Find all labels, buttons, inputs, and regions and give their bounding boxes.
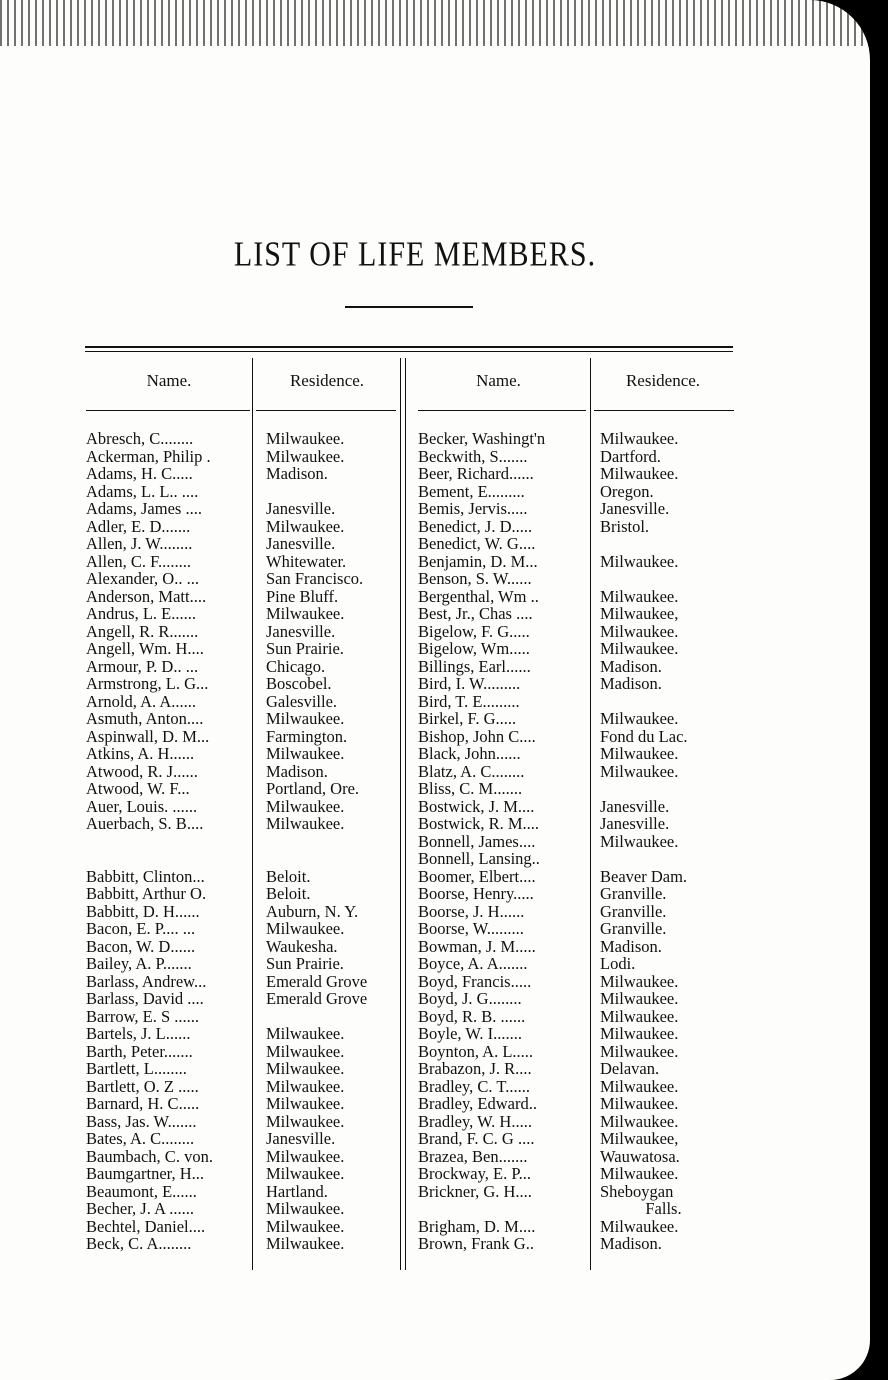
member-name: Angell, R. R....... — [86, 621, 199, 641]
member-residence: Portland, Ore. — [266, 779, 360, 798]
member-name: Bemis, Jervis..... — [418, 499, 528, 518]
member-residence: Milwaukee. — [600, 761, 679, 781]
member-residence: Farmington. — [266, 726, 348, 746]
member-name: Benjamin, D. M... — [418, 551, 538, 571]
member-name: Brockway, E. P... — [418, 1164, 532, 1183]
member-name: Bates, A. C........ — [86, 1129, 195, 1148]
member-name: Bartlett, L........ — [86, 1059, 187, 1078]
member-residence: Auburn, N. Y. — [266, 901, 359, 921]
member-name: Beck, C. A........ — [86, 1234, 192, 1253]
column-divider — [590, 358, 591, 1270]
member-residence: Janesville. — [600, 499, 670, 518]
member-residence: Milwaukee. — [600, 621, 679, 641]
member-name: Armstrong, L. G... — [86, 674, 209, 693]
member-residence — [266, 1008, 367, 1026]
member-residence: Delavan. — [600, 1059, 660, 1078]
member-name: Bostwick, J. M.... — [418, 796, 535, 816]
member-residence: Milwaukee. — [600, 971, 679, 991]
member-name: Boorse, J. H...... — [418, 901, 525, 921]
member-residence: Milwaukee. — [600, 1024, 679, 1043]
member-name: Bailey, A. P....... — [86, 954, 192, 973]
page-title: LIST OF LIFE MEMBERS. — [233, 235, 597, 274]
member-name: Benedict, W. G.... — [418, 534, 536, 553]
header-residence-right: Residence. — [625, 371, 701, 390]
member-name: Black, John...... — [418, 744, 521, 763]
member-name: Barth, Peter....... — [86, 1041, 193, 1061]
title-rule — [345, 306, 473, 308]
member-residence: Whitewater. — [266, 551, 347, 571]
member-residence: Milwaukee. — [600, 1041, 679, 1061]
member-name: Ackerman, Philip . — [86, 446, 211, 466]
member-name: Adams, L. L.. .... — [86, 481, 199, 501]
member-name: Boyce, A. A....... — [418, 954, 528, 973]
member-residence: Milwaukee. — [266, 1076, 345, 1096]
member-name: Bartlett, O. Z ..... — [86, 1076, 199, 1096]
member-residence: Milwaukee. — [266, 814, 345, 833]
member-residence: Milwaukee, — [600, 1129, 679, 1148]
member-residence: Milwaukee. — [266, 1164, 345, 1183]
member-residence: Milwaukee. — [600, 1216, 679, 1236]
member-name: Babbitt, Arthur O. — [86, 884, 207, 903]
member-name: Bacon, W. D...... — [86, 936, 196, 956]
member-name: Boyd, J. G........ — [418, 989, 522, 1008]
member-name: Bostwick, R. M.... — [418, 814, 540, 833]
member-name: Bechtel, Daniel.... — [86, 1216, 206, 1236]
member-residence: Milwaukee. — [266, 1146, 345, 1166]
member-name: Boyd, Francis..... — [418, 971, 532, 991]
member-name: Adams, H. C..... — [86, 464, 193, 483]
member-residence: Milwaukee. — [266, 1024, 345, 1043]
member-name: Babbitt, Clinton... — [86, 866, 205, 886]
member-residence: Milwaukee. — [266, 796, 345, 816]
member-residence: Milwaukee. — [600, 429, 679, 448]
member-residence: Madison. — [600, 936, 662, 956]
member-name: Beaumont, E...... — [86, 1181, 197, 1201]
member-residence: Milwaukee. — [600, 464, 679, 483]
member-name: Bartels, J. L...... — [86, 1024, 191, 1043]
member-residence: Milwaukee. — [600, 551, 679, 571]
right-residence-column — [600, 430, 688, 1253]
scan-edge-noise — [0, 0, 888, 46]
member-name: Adler, E. D....... — [86, 516, 191, 536]
right-names-column — [418, 430, 545, 1253]
member-name: Asmuth, Anton.... — [86, 709, 204, 728]
member-residence: Janesville. — [600, 796, 670, 816]
member-residence: Wauwatosa. — [600, 1146, 680, 1166]
member-name: Barnard, H. C..... — [86, 1094, 200, 1113]
header-residence-left: Residence. — [289, 371, 365, 390]
member-name: Boynton, A. L..... — [418, 1041, 534, 1061]
member-residence — [600, 570, 688, 588]
member-residence: Chicago. — [266, 656, 326, 676]
member-name: Atwood, W. F... — [86, 779, 190, 798]
column-divider — [252, 358, 253, 1270]
member-name: Boyd, R. B. ...... — [418, 1006, 526, 1026]
member-name: Baumbach, C. von. — [86, 1146, 213, 1166]
member-residence: San Francisco. — [266, 569, 364, 588]
member-residence: Beaver Dam. — [600, 866, 688, 886]
member-name: Bass, Jas. W....... — [86, 1111, 197, 1131]
member-name: Bigelow, Wm..... — [418, 639, 530, 658]
member-name: Auerbach, S. B.... — [86, 814, 204, 833]
member-name: Brown, Frank G.. — [418, 1234, 534, 1253]
column-divider-double-b — [405, 358, 406, 1270]
member-name: Angell, Wm. H.... — [86, 639, 204, 658]
member-residence — [600, 693, 688, 711]
member-residence: Boscobel. — [266, 674, 332, 693]
member-name: Brickner, G. H.... — [418, 1181, 532, 1201]
member-residence: Fond du Lac. — [600, 726, 688, 746]
member-residence: Lodi. — [600, 954, 636, 973]
member-name: Brazea, Ben....... — [418, 1146, 528, 1166]
member-residence: Beloit. — [266, 866, 311, 886]
member-name: Arnold, A. A...... — [86, 691, 197, 711]
header-underline — [594, 410, 734, 411]
member-residence: Milwaukee. — [266, 744, 345, 763]
member-name: Bigelow, F. G..... — [418, 621, 530, 641]
column-divider-double-a — [400, 358, 401, 1270]
member-residence: Milwaukee. — [266, 446, 345, 466]
member-name: Bishop, John C.... — [418, 726, 536, 746]
member-residence: Emerald Grove — [266, 971, 368, 991]
member-name: Bradley, Edward.. — [418, 1094, 537, 1113]
member-residence: Beloit. — [266, 884, 311, 903]
member-residence: Granville. — [600, 919, 667, 938]
member-residence: Milwaukee. — [600, 586, 679, 606]
member-name: Bement, E......... — [418, 481, 525, 501]
member-name: Babbitt, D. H...... — [86, 901, 200, 921]
member-residence: Oregon. — [600, 481, 654, 501]
member-name: Brabazon, J. R.... — [418, 1059, 532, 1078]
member-name — [86, 833, 213, 851]
member-name: Beer, Richard...... — [418, 464, 534, 483]
member-name: Brand, F. C. G .... — [418, 1129, 535, 1148]
member-name: Boorse, W......... — [418, 919, 524, 938]
member-name: Bradley, C. T...... — [418, 1076, 530, 1096]
member-residence: Madison. — [600, 674, 662, 693]
member-name — [418, 1200, 545, 1218]
member-name: Adams, James .... — [86, 499, 202, 518]
member-residence: Janesville. — [266, 534, 336, 553]
member-residence: Janesville. — [266, 499, 336, 518]
header-underline — [418, 410, 586, 411]
member-residence — [266, 850, 367, 868]
member-residence: Milwaukee. — [600, 1076, 679, 1096]
member-name: Bonnell, James.... — [418, 831, 536, 851]
member-name: Aspinwall, D. M... — [86, 726, 210, 746]
member-residence: Sheboygan — [600, 1181, 674, 1201]
member-residence — [600, 535, 688, 553]
left-names-column — [86, 430, 213, 1253]
member-name: Atkins, A. H...... — [86, 744, 195, 763]
member-residence: Milwaukee. — [266, 429, 345, 448]
member-residence: Granville. — [600, 901, 667, 921]
member-residence: Milwaukee. — [600, 1164, 679, 1183]
member-residence: Madison. — [266, 464, 328, 483]
member-residence: Milwaukee. — [600, 1006, 679, 1026]
member-name: Bird, T. E......... — [418, 691, 520, 711]
member-residence: Milwaukee. — [600, 744, 679, 763]
member-name: Allen, J. W........ — [86, 534, 193, 553]
member-residence: Emerald Grove — [266, 989, 368, 1008]
member-name: Armour, P. D.. ... — [86, 656, 199, 676]
member-name: Bradley, W. H..... — [418, 1111, 532, 1131]
member-residence: Milwaukee. — [266, 919, 345, 938]
member-residence: Milwaukee. — [600, 831, 679, 851]
header-name-right: Name. — [476, 371, 521, 390]
member-name: Bliss, C. M....... — [418, 779, 523, 798]
member-residence: Sun Prairie. — [266, 954, 344, 973]
member-name: Atwood, R. J...... — [86, 761, 198, 781]
member-name: Brigham, D. M.... — [418, 1216, 536, 1236]
table-top-rule — [85, 346, 733, 348]
member-residence: Milwaukee. — [600, 709, 679, 728]
member-name: Birkel, F. G..... — [418, 709, 517, 728]
member-name: Baumgartner, H... — [86, 1164, 205, 1183]
member-residence: Milwaukee. — [266, 516, 345, 536]
member-residence: Milwaukee. — [266, 1234, 345, 1253]
member-residence — [266, 483, 367, 501]
member-name: Best, Jr., Chas .... — [418, 604, 533, 623]
member-name: Allen, C. F........ — [86, 551, 192, 571]
member-name: Bonnell, Lansing.. — [418, 849, 540, 868]
member-name: Benedict, J. D..... — [418, 516, 533, 536]
member-name: Benson, S. W...... — [418, 569, 532, 588]
member-name: Boomer, Elbert.... — [418, 866, 536, 886]
member-residence: Milwaukee. — [266, 1199, 345, 1218]
member-residence: Sun Prairie. — [266, 639, 344, 658]
member-residence: Falls. — [600, 1199, 682, 1218]
member-residence: Milwaukee, — [600, 604, 679, 623]
member-residence: Milwaukee. — [600, 1111, 679, 1131]
header-name-left: Name. — [146, 371, 192, 390]
member-residence: Janesville. — [266, 621, 336, 641]
member-name: Alexander, O.. ... — [86, 569, 199, 588]
member-name: Anderson, Matt.... — [86, 586, 207, 606]
member-name: Auer, Louis. ...... — [86, 796, 198, 816]
member-name: Abresch, C........ — [86, 429, 194, 448]
member-name: Becker, Washingt'n — [418, 429, 546, 448]
member-name: Barlass, Andrew... — [86, 971, 207, 991]
member-residence: Milwaukee. — [266, 1111, 345, 1131]
member-residence — [600, 850, 688, 868]
member-name: Becher, J. A ...... — [86, 1199, 194, 1218]
member-residence: Madison. — [600, 1234, 662, 1253]
member-name: Blatz, A. C........ — [418, 761, 525, 781]
member-residence: Janesville. — [600, 814, 670, 833]
member-name — [86, 850, 213, 868]
member-name: Billings, Earl...... — [418, 656, 531, 676]
member-name: Barlass, David .... — [86, 989, 204, 1008]
member-residence: Milwaukee. — [266, 1041, 345, 1061]
member-residence: Milwaukee. — [266, 709, 345, 728]
member-residence: Pine Bluff. — [266, 586, 339, 606]
table-top-rule-thin — [85, 351, 733, 352]
header-underline — [256, 410, 396, 411]
member-residence: Milwaukee. — [266, 1216, 345, 1236]
header-underline — [86, 410, 250, 411]
member-name: Andrus, L. E...... — [86, 604, 196, 623]
member-name: Boyle, W. I....... — [418, 1024, 523, 1043]
member-name: Barrow, E. S ...... — [86, 1006, 200, 1026]
member-residence: Dartford. — [600, 446, 661, 466]
member-residence: Madison. — [600, 656, 662, 676]
member-residence: Bristol. — [600, 516, 650, 536]
member-residence: Milwaukee. — [600, 639, 679, 658]
member-name: Bergenthal, Wm .. — [418, 586, 539, 606]
member-name: Bacon, E. P.... ... — [86, 919, 196, 938]
left-residence-column — [266, 430, 367, 1253]
member-residence: Hartland. — [266, 1181, 328, 1201]
member-residence — [266, 833, 367, 851]
member-residence: Milwaukee. — [600, 1094, 679, 1113]
member-residence: Madison. — [266, 761, 328, 781]
member-residence: Janesville. — [266, 1129, 336, 1148]
member-name: Bird, I. W......... — [418, 674, 521, 693]
member-residence: Milwaukee. — [266, 604, 345, 623]
member-residence: Milwaukee. — [266, 1094, 345, 1113]
member-residence — [600, 780, 688, 798]
member-name: Bowman, J. M..... — [418, 936, 536, 956]
member-residence: Galesville. — [266, 691, 338, 711]
member-name: Beckwith, S....... — [418, 446, 528, 466]
member-residence: Waukesha. — [266, 936, 338, 956]
member-residence: Granville. — [600, 884, 667, 903]
member-name: Boorse, Henry..... — [418, 884, 534, 903]
member-residence: Milwaukee. — [600, 989, 679, 1008]
member-residence: Milwaukee. — [266, 1059, 345, 1078]
